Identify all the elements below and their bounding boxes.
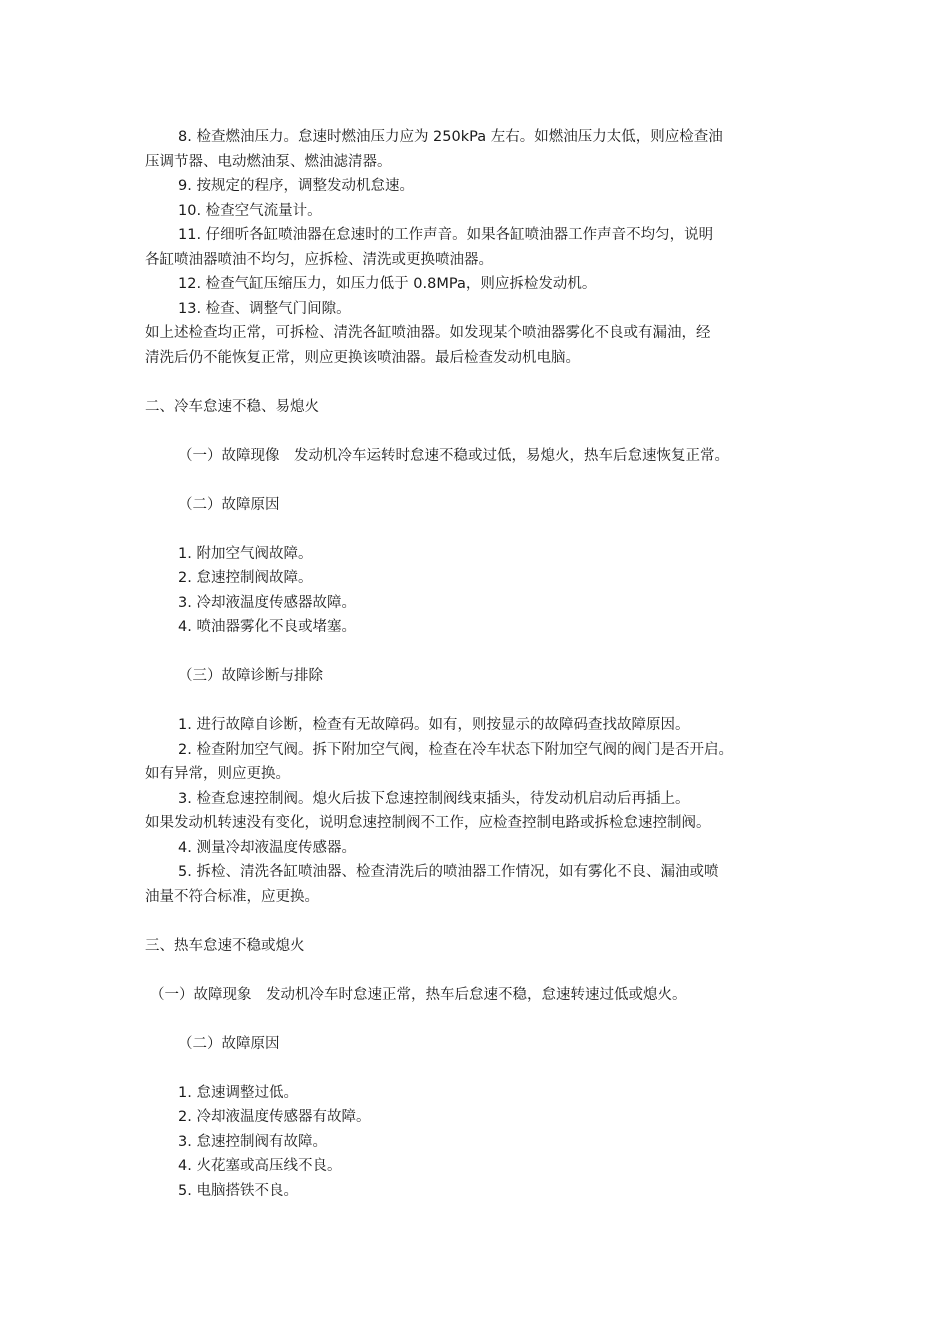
diag-5-line-1: 5. 拆检、清洗各缸喷油器、检查清洗后的喷油器工作情况，如有雾化不良、漏油或喷 [178,864,719,880]
item-13: 13. 检查、调整气门间隙。 [178,300,351,317]
spacer [145,689,820,714]
item-10: 10. 检查空气流量计。 [178,202,322,219]
document-page [145,125,820,1203]
spacer [145,1007,820,1032]
section-2-cause-2: 2. 怠速控制阀故障。 [178,570,313,586]
section-3-cause-1: 1. 怠速调整过低。 [178,1084,298,1101]
diag-3-line-2: 如果发动机转速没有变化，说明怠速控制阀不工作，应检查控制电路或拆检怠速控制阀。 [145,815,711,831]
spacer [145,419,820,444]
section-2-diagnosis-heading: （三）故障诊断与排除 [178,668,323,684]
spacer [145,958,820,983]
item-11-line-2: 各缸喷油器喷油不均匀，应拆检、清洗或更换喷油器。 [145,251,493,268]
item-12: 12. 检查气缸压缩压力，如压力低于 0.8MPa，则应拆检发动机。 [178,276,597,292]
diag-5-line-2: 油量不符合标准，应更换。 [145,888,319,905]
spacer [145,468,820,493]
item-8-line-2: 压调节器、电动燃油泵、燃油滤清器。 [145,153,392,170]
summary-line-1: 如上述检查均正常，可拆检、清洗各缸喷油器。如发现某个喷油器雾化不良或有漏油，经 [145,325,711,341]
section-2-cause-3: 3. 冷却液温度传感器故障。 [178,594,356,611]
section-3-cause-2: 2. 冷却液温度传感器有故障。 [178,1109,371,1125]
section-3-cause-3: 3. 怠速控制阀有故障。 [178,1133,327,1150]
spacer [145,370,820,395]
diag-4: 4. 测量冷却液温度传感器。 [178,839,356,856]
section-2-causes-heading: （二）故障原因 [178,496,280,513]
section-3-causes-heading: （二）故障原因 [178,1035,280,1052]
section-2-phenomenon: （一）故障现像 发动机冷车运转时怠速不稳或过低，易熄火，热车后怠速恢复正常。 [178,447,729,464]
item-9: 9. 按规定的程序，调整发动机怠速。 [178,178,414,194]
spacer [145,909,820,934]
section-3-phenomenon: （一）故障现象 发动机冷车时怠速正常，热车后怠速不稳，怠速转速过低或熄火。 [150,986,687,1003]
section-2-cause-1: 1. 附加空气阀故障。 [178,545,313,562]
section-3-heading: 三、热车怠速不稳或熄火 [145,937,305,954]
diag-2-line-2: 如有异常，则应更换。 [145,766,290,782]
spacer [145,640,820,665]
diag-3-line-1: 3. 检查怠速控制阀。熄火后拔下怠速控制阀线束插头，待发动机启动后再插上。 [178,790,690,807]
diag-1: 1. 进行故障自诊断，检查有无故障码。如有，则按显示的故障码查找故障原因。 [178,717,690,733]
item-8-line-1: 8. 检查燃油压力。怠速时燃油压力应为 250kPa 左右。如燃油压力太低，则应检查油 [178,129,723,145]
section-2-heading: 二、冷车怠速不稳、易熄火 [145,398,319,415]
section-3-cause-5: 5. 电脑搭铁不良。 [178,1182,298,1199]
item-11-line-1: 11. 仔细听各缸喷油器在怠速时的工作声音。如果各缸喷油器工作声音不均匀，说明 [178,227,714,243]
diag-2-line-1: 2. 检查附加空气阀。拆下附加空气阀，检查在冷车状态下附加空气阀的阀门是否开启。 [178,741,733,758]
section-3-cause-4: 4. 火花塞或高压线不良。 [178,1158,342,1174]
spacer [145,1056,820,1081]
summary-line-2: 清洗后仍不能恢复正常，则应更换该喷油器。最后检查发动机电脑。 [145,349,580,366]
section-2-cause-4: 4. 喷油器雾化不良或堵塞。 [178,619,356,635]
spacer [145,517,820,542]
